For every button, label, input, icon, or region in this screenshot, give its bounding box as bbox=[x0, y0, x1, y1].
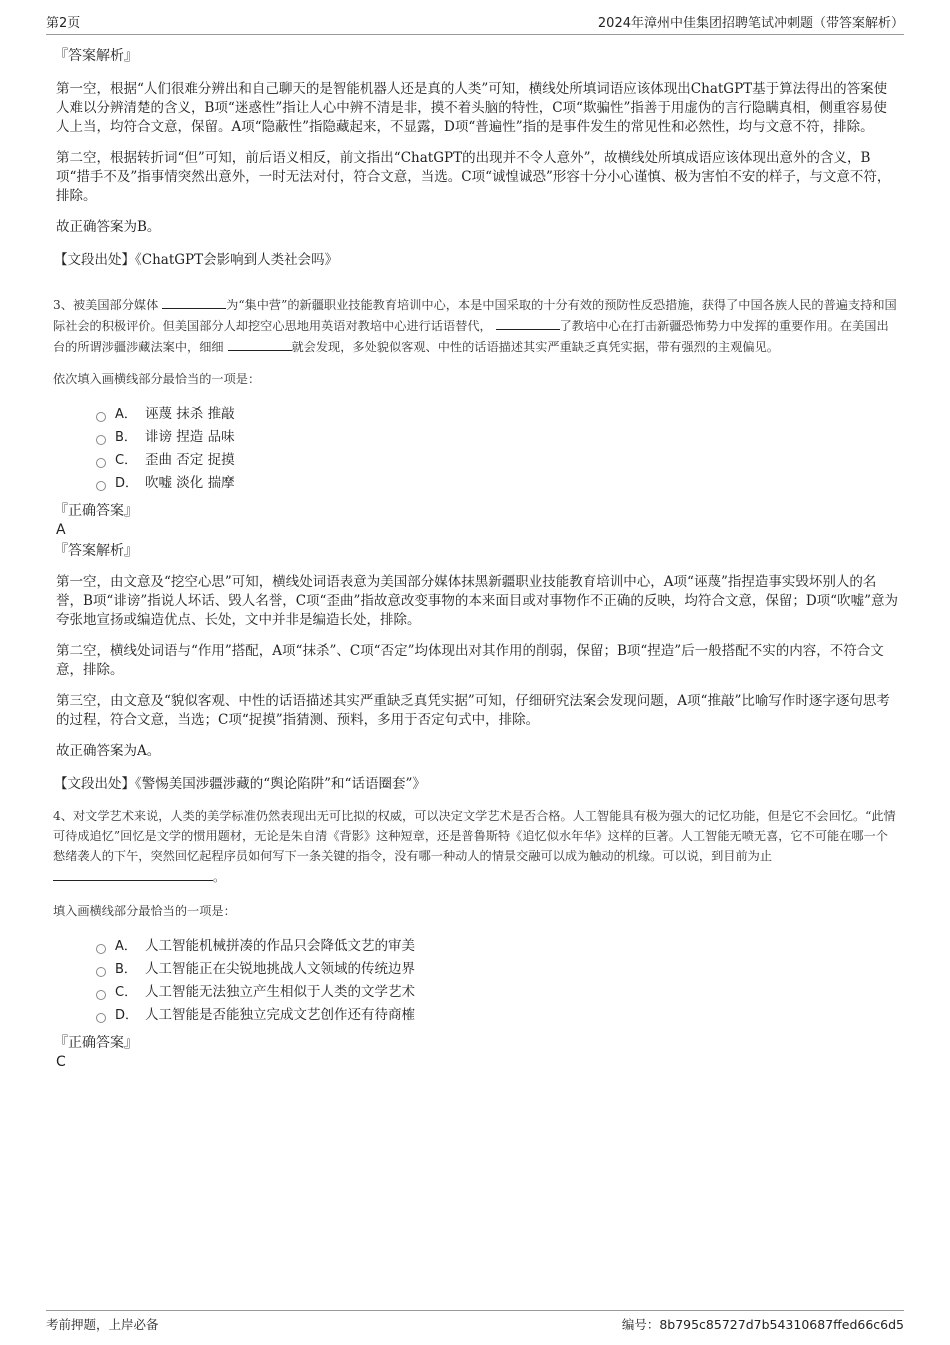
radio-icon[interactable] bbox=[96, 990, 106, 1000]
q3-stem: 3、被美国部分媒体 为“集中营”的新疆职业技能教育培训中心，本是中国采取的十分有效的预防性反恐措施，获得了中国各族人民的普遍支持和国际社会的积极评价。但美国部分人却挖空心思地用英语对教培中心进行话语替代， 了教培中心在打击新疆恐怖势力中发挥的重要作用。在美国出台的所谓涉疆涉藏法案中，细细 就会发现，多处貌似客观、中性的话语描述其实严重缺乏真凭实据，带有强烈的主观偏见。 bbox=[53, 294, 898, 357]
q3-analysis-p1: 第一空，由文意及“挖空心思”可知，横线处词语表意为美国部分媒体抹黑新疆职业技能教育培训中心，A项“诬蔑”指捏造事实毁坏别人的名誉，B项“诽谤”指说人坏话、毁人名誉，C项“歪曲”指故意改变事物的本来面目或对事物作不正确的反映，均符合文意，保留；D项“吹嘘”意为夸张地宣扬或编造优点、长处，文中并非是编造长处，排除。 bbox=[56, 574, 898, 628]
radio-icon[interactable] bbox=[96, 412, 106, 422]
q3-options bbox=[56, 403, 898, 495]
radio-icon[interactable] bbox=[96, 1013, 106, 1023]
page-header bbox=[46, 12, 904, 35]
q4-blank bbox=[53, 866, 213, 881]
q4-option-d[interactable]: D． 人工智能是否能独立完成文艺创作还有待商榷 bbox=[96, 1004, 898, 1027]
q2-source: 【文段出处】《ChatGPT会影响到人类社会吗》 bbox=[54, 252, 339, 268]
q3-source: 【文段出处】《警惕美国涉疆涉藏的“舆论陷阱”和“话语圈套”》 bbox=[54, 776, 426, 792]
q3-option-b[interactable]: B． 诽谤 捏造 品味 bbox=[96, 426, 898, 449]
page-footer bbox=[46, 1310, 904, 1339]
q3-answer: A bbox=[56, 522, 66, 538]
q3-blank-1 bbox=[162, 294, 226, 309]
document-title: 2024年漳州中佳集团招聘笔试冲刺题（带答案解析） bbox=[597, 16, 904, 31]
q4-option-c[interactable]: C． 人工智能无法独立产生相似于人类的文学艺术 bbox=[96, 981, 898, 1004]
document-content bbox=[53, 46, 898, 1071]
q4-answer: C bbox=[56, 1054, 66, 1070]
document-id: 编号：8b795c85727d7b54310687ffed66c6d5 bbox=[621, 1317, 904, 1332]
q4-option-b[interactable]: B． 人工智能正在尖锐地挑战人文领域的传统边界 bbox=[96, 958, 898, 981]
q3-blank-3 bbox=[228, 336, 292, 351]
page-number: 第2页 bbox=[46, 16, 81, 31]
q2-analysis-p2: 第二空，根据转折词“但”可知，前后语义相反，前文指出“ChatGPT的出现并不令人意外”，故横线处所填成语应该体现出意外的含义，B项“措手不及”指事情突然出意外，一时无法对付，符合文意，当选。C项“诚惶诚恐”形容十分小心谨慎、极为害怕不安的样子，与文意不符，排除。 bbox=[56, 150, 891, 204]
q4-answer-label: 『正确答案』 bbox=[54, 1035, 138, 1051]
q4-prompt: 填入画横线部分最恰当的一项是： bbox=[53, 904, 236, 918]
q4-stem: 4、对文学艺术来说，人类的美学标准仍然表现出无可比拟的权威，可以决定文学艺术是否合格。人工智能具有极为强大的记忆功能，但是它不会回忆。“此情可待成追忆”回忆是文学的惯用题材，无论是朱自清《背影》这种短章，还是普鲁斯特《追忆似水年华》这样的巨著。人工智能无喷无喜，它不可能在哪一个愁绪袭人的下午，突然回忆起程序员如何写下一条关键的指令，没有哪一种动人的情景交融可以成为触动的机缘。可以说，到目前为止 。 bbox=[53, 809, 896, 884]
radio-icon[interactable] bbox=[96, 944, 106, 954]
q2-analysis-p1: 第一空，根据“人们很难分辨出和自己聊天的是智能机器人还是真的人类”可知，横线处所填词语应该体现出ChatGPT基于算法得出的答案使人难以分辨清楚的含义，B项“迷惑性”指让人心中辨不清是非，摸不着头脑的特性，C项“欺骗性”指善于用虚伪的言行隐瞒真相，侧重容易使人上当，均符合文意，保留。A项“隐蔽性”指隐藏起来，不显露，D项“普遍性”指的是事件发生的常见性和必然性，均与文意不符，排除。 bbox=[56, 81, 888, 135]
radio-icon[interactable] bbox=[96, 435, 106, 445]
radio-icon[interactable] bbox=[96, 967, 106, 977]
q2-analysis-label: 『答案解析』 bbox=[54, 48, 138, 64]
q3-option-c[interactable]: C． 歪曲 否定 捉摸 bbox=[96, 449, 898, 472]
q3-analysis-p3: 第三空，由文意及“貌似客观、中性的话语描述其实严重缺乏真凭实据”可知，仔细研究法案会发现问题，A项“推敲”比喻写作时逐字逐句思考的过程，符合文意，当选；C项“捉摸”指猜测、预料，多用于否定句式中，排除。 bbox=[56, 693, 890, 728]
radio-icon[interactable] bbox=[96, 458, 106, 468]
q3-answer-label: 『正确答案』 bbox=[54, 503, 138, 519]
q3-analysis-p2: 第二空，横线处词语与“作用”搭配，A项“抹杀”、C项“否定”均体现出对其作用的削弱，保留；B项“捏造”后一般搭配不实的内容，不符合文意，排除。 bbox=[56, 643, 884, 678]
q3-prompt: 依次填入画横线部分最恰当的一项是： bbox=[53, 372, 261, 386]
radio-icon[interactable] bbox=[96, 481, 106, 491]
q3-option-a[interactable]: A． 诬蔑 抹杀 推敲 bbox=[96, 403, 898, 426]
q3-blank-2 bbox=[496, 315, 560, 330]
q3-analysis-conclusion: 故正确答案为A。 bbox=[56, 743, 161, 759]
footer-slogan: 考前押题，上岸必备 bbox=[46, 1317, 159, 1332]
q3-option-d[interactable]: D． 吹嘘 淡化 揣摩 bbox=[96, 472, 898, 495]
q4-options bbox=[56, 935, 898, 1027]
q4-option-a[interactable]: A． 人工智能机械拼凑的作品只会降低文艺的审美 bbox=[96, 935, 898, 958]
q2-analysis-conclusion: 故正确答案为B。 bbox=[56, 219, 161, 235]
q3-analysis-label: 『答案解析』 bbox=[54, 543, 138, 559]
